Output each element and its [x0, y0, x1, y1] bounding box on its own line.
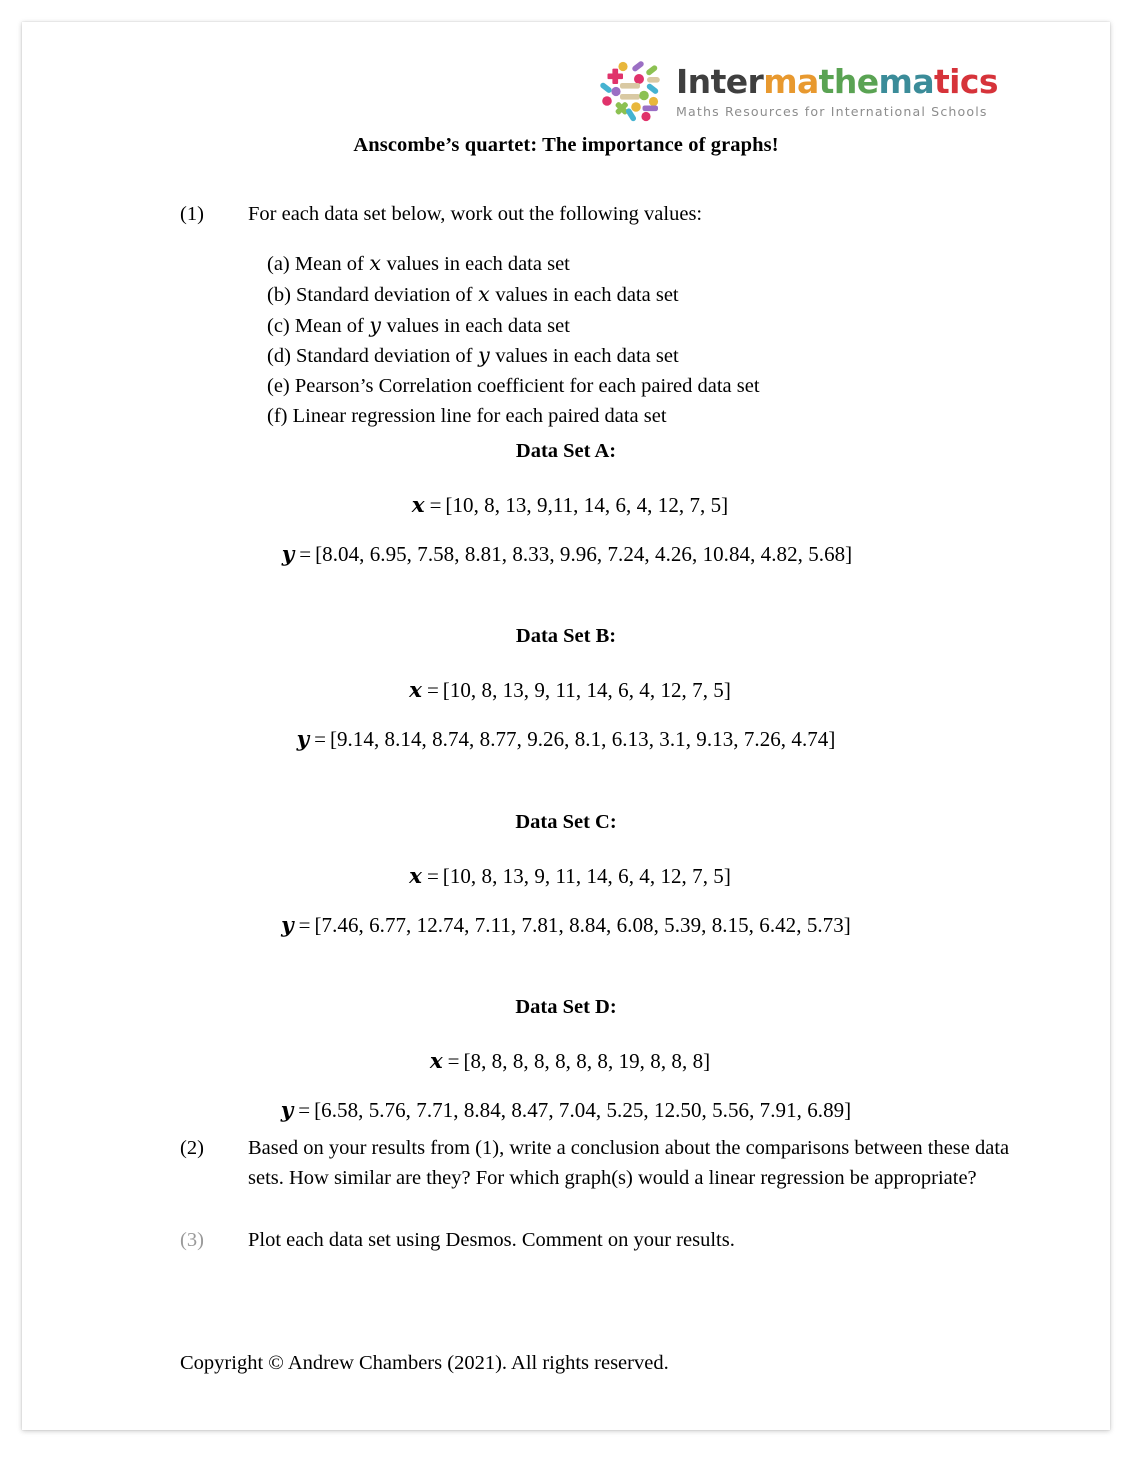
sublist-item-f-label: (f): [267, 405, 288, 428]
dataset-a-y-equation: [22, 542, 1110, 568]
question-1-text: For each data set below, work out the following values:: [248, 203, 703, 225]
dataset-b-heading: Data Set B:: [515, 625, 617, 647]
dataset-c-y-values: [7.46, 6.77, 12.74, 7.11, 7.81, 8.84, 6.08, 5.39, 8.15, 6.42, 5.73]: [314, 912, 851, 937]
sublist-item-e-label: (e): [267, 375, 290, 398]
dataset-c: [22, 811, 1110, 939]
dataset-c-y-equals: =: [298, 912, 311, 937]
dataset-d-y-equation: [22, 1098, 1110, 1124]
sublist-item-d-post: values in each data set: [490, 345, 679, 368]
dataset-d-x-variable: x: [429, 1049, 443, 1074]
sublist-item-b: [267, 280, 760, 311]
sublist-item-e: [267, 372, 760, 402]
dataset-b-x-variable: x: [409, 678, 422, 703]
dataset-c-x-equals: =: [426, 864, 439, 888]
brand-wordmark: [676, 62, 998, 102]
question-1: [180, 200, 1040, 230]
dataset-a-x-equals: =: [429, 493, 442, 517]
sublist-item-c-label: (c): [267, 314, 290, 337]
dataset-b-x-equals: =: [426, 678, 439, 702]
dataset-b-x-values: [10, 8, 13, 9, 11, 14, 6, 4, 12, 7, 5]: [442, 678, 731, 702]
dataset-a-x-variable: x: [411, 493, 425, 518]
brand-header: [598, 50, 1048, 132]
dataset-d-x-values: [8, 8, 8, 8, 8, 8, 8, 19, 8, 8, 8]: [463, 1049, 711, 1073]
wordmark-segment-2: ma: [763, 62, 819, 102]
sublist-item-d-pre: Standard deviation of: [296, 345, 478, 368]
dataset-b-x-equation: [22, 678, 1110, 704]
question-1-sublist: [267, 249, 760, 432]
sublist-item-f-pre: Linear regression line for each paired data set: [292, 405, 667, 428]
dataset-a-y-variable: y: [281, 541, 295, 567]
sublist-item-c-post: values in each data set: [381, 314, 570, 337]
sublist-item-a-label: (a): [267, 253, 290, 275]
dataset-a: [22, 440, 1110, 568]
sublist-item-a: [267, 249, 760, 280]
sublist-item-b-label: (b): [267, 283, 291, 306]
dataset-a-heading: Data Set A:: [515, 440, 617, 462]
dataset-a-x-equation: [22, 493, 1110, 519]
dataset-c-x-equation: [22, 864, 1110, 890]
copyright-notice: Copyright © Andrew Chambers (2021). All rights reserved.: [180, 1352, 669, 1374]
dataset-a-y-values: [8.04, 6.95, 7.58, 8.81, 8.33, 9.96, 7.24, 4.26, 10.84, 4.82, 5.68]: [315, 541, 853, 566]
sublist-item-c: [267, 311, 760, 342]
dataset-b: [22, 625, 1110, 753]
dataset-d-x-equation: [22, 1049, 1110, 1075]
wordmark-segment-4: ma: [878, 62, 934, 102]
dataset-c-x-variable: x: [409, 864, 422, 889]
page-title: Anscombe’s quartet: The importance of graphs!: [353, 134, 779, 156]
sublist-item-a-pre: Mean of: [294, 253, 369, 275]
sublist-item-d: [267, 341, 760, 372]
dataset-d-y-values: [6.58, 5.76, 7.71, 8.84, 8.47, 7.04, 5.25, 12.50, 5.56, 7.91, 6.89]: [314, 1097, 852, 1122]
sublist-item-a-variable: x: [369, 251, 381, 275]
wordmark-segment-3: the: [818, 62, 879, 102]
sublist-item-b-pre: Standard deviation of: [296, 283, 478, 306]
dataset-c-x-values: [10, 8, 13, 9, 11, 14, 6, 4, 12, 7, 5]: [442, 864, 731, 888]
intermathematics-logo-mark: [598, 58, 664, 124]
dataset-a-x-values: [10, 8, 13, 9,11, 14, 6, 4, 12, 7, 5]: [445, 493, 729, 517]
question-2: [180, 1134, 1040, 1193]
dataset-b-y-values: [9.14, 8.14, 8.74, 8.77, 9.26, 8.1, 6.13, 3.1, 9.13, 7.26, 4.74]: [329, 726, 836, 751]
sublist-item-b-post: values in each data set: [490, 283, 679, 306]
question-2-text: Based on your results from (1), write a conclusion about the comparisons between these data sets. How similar are they? For which graph(s) would a linear regression be appropriate?: [248, 1137, 1010, 1189]
dataset-c-heading: Data Set C:: [515, 811, 617, 833]
dataset-b-y-variable: y: [296, 726, 310, 752]
question-3-number: (3): [180, 1229, 204, 1251]
dataset-c-y-equation: [22, 913, 1110, 939]
sublist-item-c-pre: Mean of: [294, 314, 369, 337]
dataset-d-y-equals: =: [298, 1097, 311, 1122]
question-3-text: Plot each data set using Desmos. Comment on your results.: [248, 1229, 735, 1251]
dataset-d-y-variable: y: [280, 1097, 294, 1123]
sublist-item-e-pre: Pearson’s Correlation coefficient for each paired data set: [294, 375, 760, 398]
wordmark-segment-1: Inter: [676, 62, 764, 102]
brand-text: [676, 63, 998, 119]
dataset-d-heading: Data Set D:: [515, 996, 617, 1018]
dataset-d-x-equals: =: [447, 1049, 460, 1073]
question-1-number: (1): [180, 203, 204, 225]
dataset-c-y-variable: y: [281, 912, 294, 938]
question-3: [180, 1226, 1040, 1256]
brand-tagline: Maths Resources for International Schools: [676, 103, 988, 119]
sublist-item-d-label: (d): [267, 345, 291, 368]
sublist-item-f: [267, 402, 760, 432]
dataset-b-y-equation: [22, 727, 1110, 753]
dataset-a-y-equals: =: [299, 541, 312, 566]
dataset-b-y-equals: =: [314, 726, 326, 751]
sublist-item-a-post: values in each data set: [381, 253, 570, 275]
sublist-item-c-variable: y: [369, 312, 381, 337]
dataset-d: [22, 996, 1110, 1124]
sublist-item-b-variable: x: [478, 281, 490, 306]
question-2-number: (2): [180, 1137, 204, 1159]
wordmark-segment-5: tics: [934, 62, 998, 102]
document-page: [22, 22, 1110, 1430]
sublist-item-d-variable: y: [478, 343, 490, 368]
